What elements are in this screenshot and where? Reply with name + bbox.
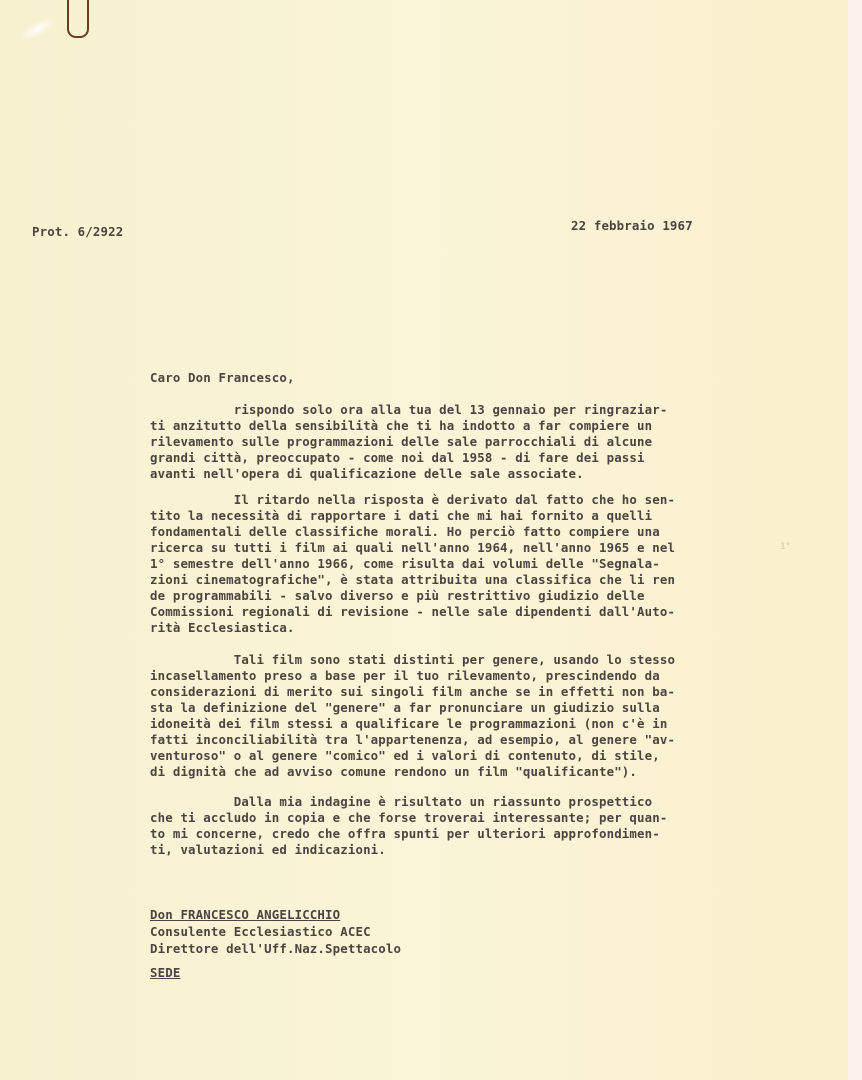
protocol-number: Prot. 6/2922 [32, 224, 124, 239]
text-line: sta la definizione del "genere" a far pronunciare un giudizio sulla [150, 700, 660, 715]
letter-date: 22 febbraio 1967 [571, 218, 693, 233]
text-line: rità Ecclesiastica. [150, 620, 295, 635]
salutation: Caro Don Francesco, [150, 370, 295, 385]
text-line: incasellamento preso a base per il tuo rilevamento, prescindendo da [150, 668, 660, 683]
text-line: avanti nell'opera di qualificazione delle sale associate. [150, 466, 584, 481]
text-line: che ti accludo in copia e che forse troverai interessante; per quan- [150, 810, 668, 825]
recipient-location: SEDE [150, 965, 181, 980]
text-line: rilevamento sulle programmazioni delle sale parrocchiali di alcune [150, 434, 653, 449]
text-line: to mi concerne, credo che offra spunti per ulteriori approfondimen- [150, 826, 660, 841]
text-line: di dignità che ad avviso comune rendono un film "qualificante"). [150, 764, 638, 779]
page-edge [848, 0, 862, 1080]
text-line: Commissioni regionali di revisione - nelle sale dipendenti dall'Auto- [150, 604, 676, 619]
recipient-office: Direttore dell'Uff.Naz.Spettacolo [150, 941, 402, 956]
text-line: Tali film sono stati distinti per genere, usando lo stesso [150, 652, 676, 667]
recipient-name: Don FRANCESCO ANGELICCHIO [150, 907, 341, 922]
paperclip-icon [67, 0, 89, 38]
text-line: grandi città, preoccupato - come noi dal 1958 - di fare dei passi [150, 450, 645, 465]
text-line: zioni cinematografiche", è stata attribuita una classifica che li ren [150, 572, 676, 587]
text-line: ricerca su tutti i film ai quali nell'anno 1964, nell'anno 1965 e nel [150, 540, 676, 555]
recipient-role: Consulente Ecclesiastico ACEC [150, 924, 371, 939]
margin-note: 1° [780, 542, 791, 552]
text-line: ti anzitutto della sensibilità che ti ha indotto a far compiere un [150, 418, 653, 433]
text-line: tito la necessità di rapportare i dati che mi hai fornito a quelli [150, 508, 653, 523]
text-line: fatti inconciliabilità tra l'appartenenza, ad esempio, al genere "av- [150, 732, 676, 747]
text-line: fondamentali delle classifiche morali. Ho perciò fatto compiere una [150, 524, 660, 539]
text-line: de programmabili - salvo diverso e più restrittivo giudizio delle [150, 588, 645, 603]
text-line: 1° semestre dell'anno 1966, come risulta dai volumi delle "Segnala- [150, 556, 660, 571]
text-line: Dalla mia indagine è risultato un riassunto prospettico [150, 794, 653, 809]
text-line: Il ritardo nella risposta è derivato dal fatto che ho sen- [150, 492, 676, 507]
text-line: rispondo solo ora alla tua del 13 gennaio per ringraziar- [150, 402, 668, 417]
text-line: venturoso" o al genere "comico" ed i valori di contenuto, di stile, [150, 748, 660, 763]
text-line: considerazioni di merito sui singoli film anche se in effetti non ba- [150, 684, 676, 699]
text-line: idoneità dei film stessi a qualificare le programmazioni (non c'è in [150, 716, 668, 731]
text-line: ti, valutazioni ed indicazioni. [150, 842, 386, 857]
